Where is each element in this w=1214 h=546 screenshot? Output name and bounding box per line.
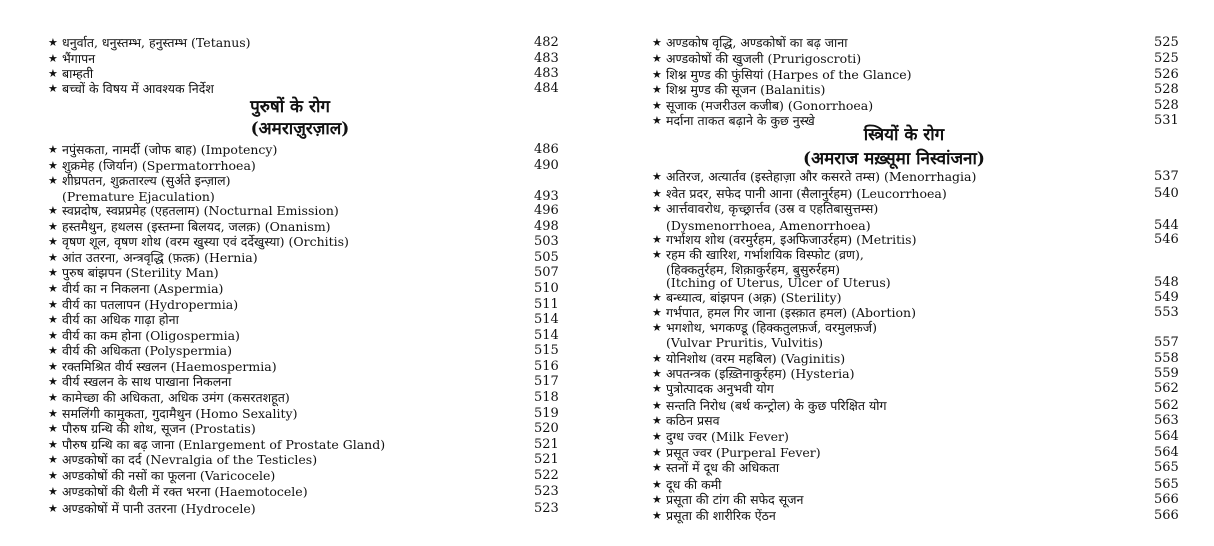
bullet-star-icon: ★ [48,422,58,435]
toc-entry-page-number: 553 [1154,305,1179,320]
toc-entry-title: आंत उतरना, अन्त्रवृद्धि (फ़त्क़) (Hernia) [62,250,258,265]
toc-entry-page-number: 563 [1154,413,1179,428]
toc-entry-title: स्वप्नदोष, स्वप्नप्रमेह (एहतलाम) (Nocturnal Emission) [62,203,339,218]
toc-entry [48,34,574,51]
bullet-star-icon: ★ [48,360,58,373]
toc-entry-title: वीर्य का न निकलना (Aspermia) [62,281,224,296]
section-heading-womens-diseases-urdu: (अमराज मख़्सूमा निस्वांजना) [803,149,985,169]
toc-entry [48,451,574,468]
toc-entry-title: वीर्य का अधिक गाढ़ा होना [62,312,179,327]
toc-entry-title: (Dysmenorrhoea, Amenorrhoea) [666,218,871,233]
toc-entry-title: अण्डकोषों में पानी उतरना (Hydrocele) [62,501,256,516]
toc-entry [48,483,574,500]
toc-entry-page-number: 517 [534,374,559,389]
toc-entry-page-number: 565 [1154,477,1179,492]
toc-entry [48,280,574,297]
bullet-star-icon: ★ [652,248,662,261]
bullet-star-icon: ★ [48,313,58,326]
toc-entry-page-number: 548 [1154,275,1179,290]
bullet-star-icon: ★ [652,187,662,200]
bullet-star-icon: ★ [48,67,58,80]
bullet-star-icon: ★ [652,382,662,395]
toc-entry-page-number: 562 [1154,398,1179,413]
toc-entry-page-number: 482 [534,35,559,50]
bullet-star-icon: ★ [652,291,662,304]
toc-entry-title: सूजाक (मजरीउल कजीब) (Gonorrhoea) [666,98,874,113]
toc-entry-title: गर्भाशय शोथ (वरमुर्रहम, इअफिजाउर्रहम) (Metritis) [666,232,917,247]
toc-entry-page-number: 525 [1154,51,1179,66]
bullet-star-icon: ★ [652,399,662,412]
bullet-star-icon: ★ [652,202,662,215]
toc-entry-page-number: 523 [534,501,559,516]
toc-entry-page-number: 522 [534,468,559,483]
bullet-star-icon: ★ [652,446,662,459]
toc-entry-page-number: 483 [534,51,559,66]
toc-entry-page-number: 528 [1154,82,1179,97]
toc-entry-title: वीर्य स्खलन के साथ पाखाना निकलना [62,374,232,389]
toc-entry-page-number: 549 [1154,290,1179,305]
section-heading-mens-diseases: पुरुषों के रोग [250,97,330,117]
toc-entry-title: स्तनों में दूध की अधिकता [666,460,780,475]
toc-entry-page-number: 557 [1154,335,1179,350]
bullet-star-icon: ★ [652,233,662,246]
bullet-star-icon: ★ [48,52,58,65]
left-column [0,0,600,546]
toc-entry-title: कठिन प्रसव [666,413,720,428]
toc-entry-title: प्रसूता की टांग की सफेद सूजन [666,492,804,507]
toc-entry-page-number: 537 [1154,169,1179,184]
toc-entry [48,389,574,406]
bullet-star-icon: ★ [48,204,58,217]
toc-entry-title: पौरुष ग्रन्थि की शोथ, सूजन (Prostatis) [62,421,256,436]
toc-entry-title: शीघ्रपतन, शुक्रतारल्य (सुर्अते इन्ज़ाल) [62,173,231,188]
bullet-star-icon: ★ [652,321,662,334]
toc-entry-page-number: 520 [534,421,559,436]
bullet-star-icon: ★ [652,430,662,443]
toc-entry-title: बाम्हती [62,66,94,81]
toc-entry-page-number: 525 [1154,35,1179,50]
bullet-star-icon: ★ [48,469,58,482]
toc-entry-title: रहम की खारिश, गर्भाशयिक विस्फोट (व्रण), [666,247,864,262]
toc-entry-title: (Vulvar Pruritis, Vulvitis) [666,335,824,350]
toc-entry-title: अपतन्त्रक (इख़्तिनाकुर्रहम) (Hysteria) [666,366,855,381]
toc-entry [48,500,574,517]
bullet-star-icon: ★ [48,266,58,279]
toc-entry [652,380,1194,397]
toc-entry-title: (Itching of Uterus, Ulcer of Uterus) [666,275,891,290]
toc-entry-page-number: 493 [534,189,559,204]
toc-entry-title: गर्भपात, हमल गिर जाना (इस्क़ात हमल) (Abortion) [666,305,916,320]
toc-entry-title: शिश्न मुण्ड की फुंसियां (Harpes of the Glance) [666,67,912,82]
toc-entry [48,467,574,484]
toc-entry-title: अण्डकोष वृद्धि, अण्डकोषों का बढ़ जाना [666,35,848,50]
toc-entry-page-number: 515 [534,343,559,358]
bullet-star-icon: ★ [652,36,662,49]
toc-entry-title: वीर्य का पतलापन (Hydropermia) [62,297,239,312]
toc-entry-title: प्रसूत ज्वर (Purperal Fever) [666,445,821,460]
toc-entry-title: (हिक्कतुर्रहम, शिक़ाकुर्रहम, बुसुरुर्रहम) [666,262,840,277]
toc-entry-page-number: 503 [534,234,559,249]
toc-entry-title: पुरुष बांझपन (Sterility Man) [62,265,219,280]
toc-entry [652,112,1194,129]
toc-entry-title: अण्डकोषों की खुजली (Prurigoscroti) [666,51,862,66]
bullet-star-icon: ★ [48,391,58,404]
bullet-star-icon: ★ [48,298,58,311]
bullet-star-icon: ★ [48,453,58,466]
toc-entry [48,172,574,189]
bullet-star-icon: ★ [48,235,58,248]
toc-entry-page-number: 519 [534,406,559,421]
toc-entry-title: हस्तमैथुन, हथलस (इस्तम्ना बिलयद, जलक़) (Onanism) [62,219,331,234]
bullet-star-icon: ★ [652,493,662,506]
bullet-star-icon: ★ [652,414,662,427]
bullet-star-icon: ★ [48,174,58,187]
toc-entry-title: आर्त्तवावरोध, कृच्छ्रार्त्तव (उस्र व एहतिबासुत्तम्स) [666,201,879,216]
toc-entry-page-number: 559 [1154,366,1179,381]
bullet-star-icon: ★ [652,83,662,96]
toc-entry-title: वीर्य की अधिकता (Polyspermia) [62,343,232,358]
toc-entry-page-number: 516 [534,359,559,374]
toc-entry-title: अण्डकोषों की नसों का फूलना (Varicocele) [62,468,276,483]
bullet-star-icon: ★ [48,438,58,451]
toc-entry-page-number: 523 [534,484,559,499]
toc-entry-title: नपुंसकता, नामर्दी (जोफ बाह) (Impotency) [62,142,278,157]
bullet-star-icon: ★ [652,509,662,522]
toc-entry [48,311,574,328]
bullet-star-icon: ★ [48,82,58,95]
toc-entry-title: मर्दाना ताकत बढ़ाने के कुछ नुस्खे [666,113,815,128]
bullet-star-icon: ★ [652,170,662,183]
bullet-star-icon: ★ [652,99,662,112]
toc-entry-page-number: 564 [1154,429,1179,444]
toc-entry-page-number: 521 [534,452,559,467]
bullet-star-icon: ★ [652,352,662,365]
toc-entry-title: रक्तमिश्रित वीर्य स्खलन (Haemospermia) [62,359,277,374]
toc-entry-page-number: 558 [1154,351,1179,366]
section-heading-womens-diseases: स्त्रियों के रोग [863,125,945,145]
toc-entry-page-number: 565 [1154,460,1179,475]
toc-entry-title: कामेच्छा की अधिकता, अधिक उमंग (कसरतशहूत) [62,390,290,405]
bullet-star-icon: ★ [652,367,662,380]
toc-entry-page-number: 496 [534,203,559,218]
toc-entry [652,334,1194,351]
bullet-star-icon: ★ [48,375,58,388]
section-heading-mens-diseases-urdu: (अमराज़ुरज़ाल) [250,119,350,139]
toc-entry [652,412,1194,429]
toc-entry-title: वृषण शूल, वृषण शोथ (वरम खुस्या एवं दर्देखुस्या) (Orchitis) [62,234,349,249]
toc-entry-title: शुक्रमेह (जिर्यान) (Spermatorrhoea) [62,158,256,173]
toc-entry-title: योनिशोथ (वरम महबिल) (Vaginitis) [666,351,846,366]
bullet-star-icon: ★ [652,478,662,491]
toc-entry-page-number: 521 [534,437,559,452]
toc-entry-page-number: 562 [1154,381,1179,396]
toc-entry [48,233,574,250]
toc-entry-title: समलिंगी कामुकता, गुदामैथुन (Homo Sexality) [62,406,298,421]
toc-entry [652,200,1194,217]
toc-entry [652,50,1194,67]
right-column [604,0,1214,546]
toc-entry [652,459,1194,476]
toc-entry-title: (Premature Ejaculation) [62,189,215,204]
toc-entry-page-number: 546 [1154,232,1179,247]
bullet-star-icon: ★ [48,407,58,420]
bullet-star-icon: ★ [48,159,58,172]
toc-entry-page-number: 498 [534,219,559,234]
bullet-star-icon: ★ [48,220,58,233]
toc-entry-title: प्रसूता की शारीरिक ऐंठन [666,508,776,523]
toc-entry-page-number: 544 [1154,218,1179,233]
toc-entry-title: पौरुष ग्रन्थि का बढ़ जाना (Enlargement of Prostate Gland) [62,437,386,452]
toc-entry-title: धनुर्वात, धनुस्तम्भ, हनुस्तम्भ (Tetanus) [62,35,251,50]
toc-entry [48,342,574,359]
toc-entry-title: दुग्ध ज्वर (Milk Fever) [666,429,789,444]
toc-entry-title: अण्डकोषों की थैली में रक्त भरना (Haemotocele) [62,484,308,499]
toc-entry [48,264,574,281]
toc-entry-title: श्वेत प्रदर, सफेद पानी आना (सैलानुर्रहम) (Leucorrhoea) [666,186,947,201]
toc-entry-page-number: 484 [534,81,559,96]
bullet-star-icon: ★ [48,251,58,264]
toc-entry [652,168,1194,185]
toc-entry [652,428,1194,445]
toc-entry-page-number: 531 [1154,113,1179,128]
toc-entry-title: भगशोथ, भगकण्डू (हिक्कतुलफ़र्ज, वरमुलफ़र्ज) [666,320,877,335]
bullet-star-icon: ★ [48,36,58,49]
bullet-star-icon: ★ [48,143,58,156]
toc-entry [48,420,574,437]
toc-entry-page-number: 507 [534,265,559,280]
toc-entry [48,202,574,219]
bullet-star-icon: ★ [652,114,662,127]
toc-entry-title: बच्चों के विषय में आवश्यक निर्देश [62,81,214,96]
toc-entry-page-number: 514 [534,328,559,343]
toc-entry-page-number: 511 [534,297,559,312]
toc-entry-page-number: 490 [534,158,559,173]
toc-entry [48,373,574,390]
toc-entry-page-number: 566 [1154,492,1179,507]
bullet-star-icon: ★ [652,52,662,65]
toc-entry [652,507,1194,524]
toc-entry-title: बन्ध्यात्व, बांझपन (अक़्र) (Sterility) [666,290,842,305]
toc-entry-page-number: 528 [1154,98,1179,113]
bullet-star-icon: ★ [48,485,58,498]
toc-entry-title: दूध की कमी [666,477,722,492]
toc-entry [652,34,1194,51]
toc-entry-page-number: 564 [1154,445,1179,460]
toc-entry-page-number: 540 [1154,186,1179,201]
bullet-star-icon: ★ [652,68,662,81]
toc-entry-page-number: 505 [534,250,559,265]
toc-entry-title: अतिरज, अत्यार्तव (इस्तेहाज़ा और कसरते तम्स) (Menorrhagia) [666,169,977,184]
toc-entry [652,81,1194,98]
toc-entry [48,80,574,97]
toc-entry-title: वीर्य का कम होना (Oligospermia) [62,328,240,343]
toc-entry-page-number: 566 [1154,508,1179,523]
toc-entry-title: अण्डकोषों का दर्द (Nevralgia of the Testicles) [62,452,318,467]
toc-entry-page-number: 486 [534,142,559,157]
bullet-star-icon: ★ [48,502,58,515]
toc-entry-title: पुत्रोत्पादक अनुभवी योग [666,381,774,396]
toc-entry-title: भैंगापन [62,51,96,66]
toc-entry-title: शिश्न मुण्ड की सूजन (Balanitis) [666,82,826,97]
toc-entry [652,491,1194,508]
bullet-star-icon: ★ [48,282,58,295]
toc-entry-page-number: 518 [534,390,559,405]
bullet-star-icon: ★ [48,344,58,357]
toc-entry [48,141,574,158]
toc-entry-page-number: 514 [534,312,559,327]
bullet-star-icon: ★ [652,461,662,474]
bullet-star-icon: ★ [48,329,58,342]
bullet-star-icon: ★ [652,306,662,319]
toc-entry-title: सन्तति निरोध (बर्थ कन्ट्रोल) के कुछ परिक्षित योग [666,398,887,413]
toc-entry-page-number: 483 [534,66,559,81]
toc-entry-page-number: 526 [1154,67,1179,82]
toc-entry-page-number: 510 [534,281,559,296]
